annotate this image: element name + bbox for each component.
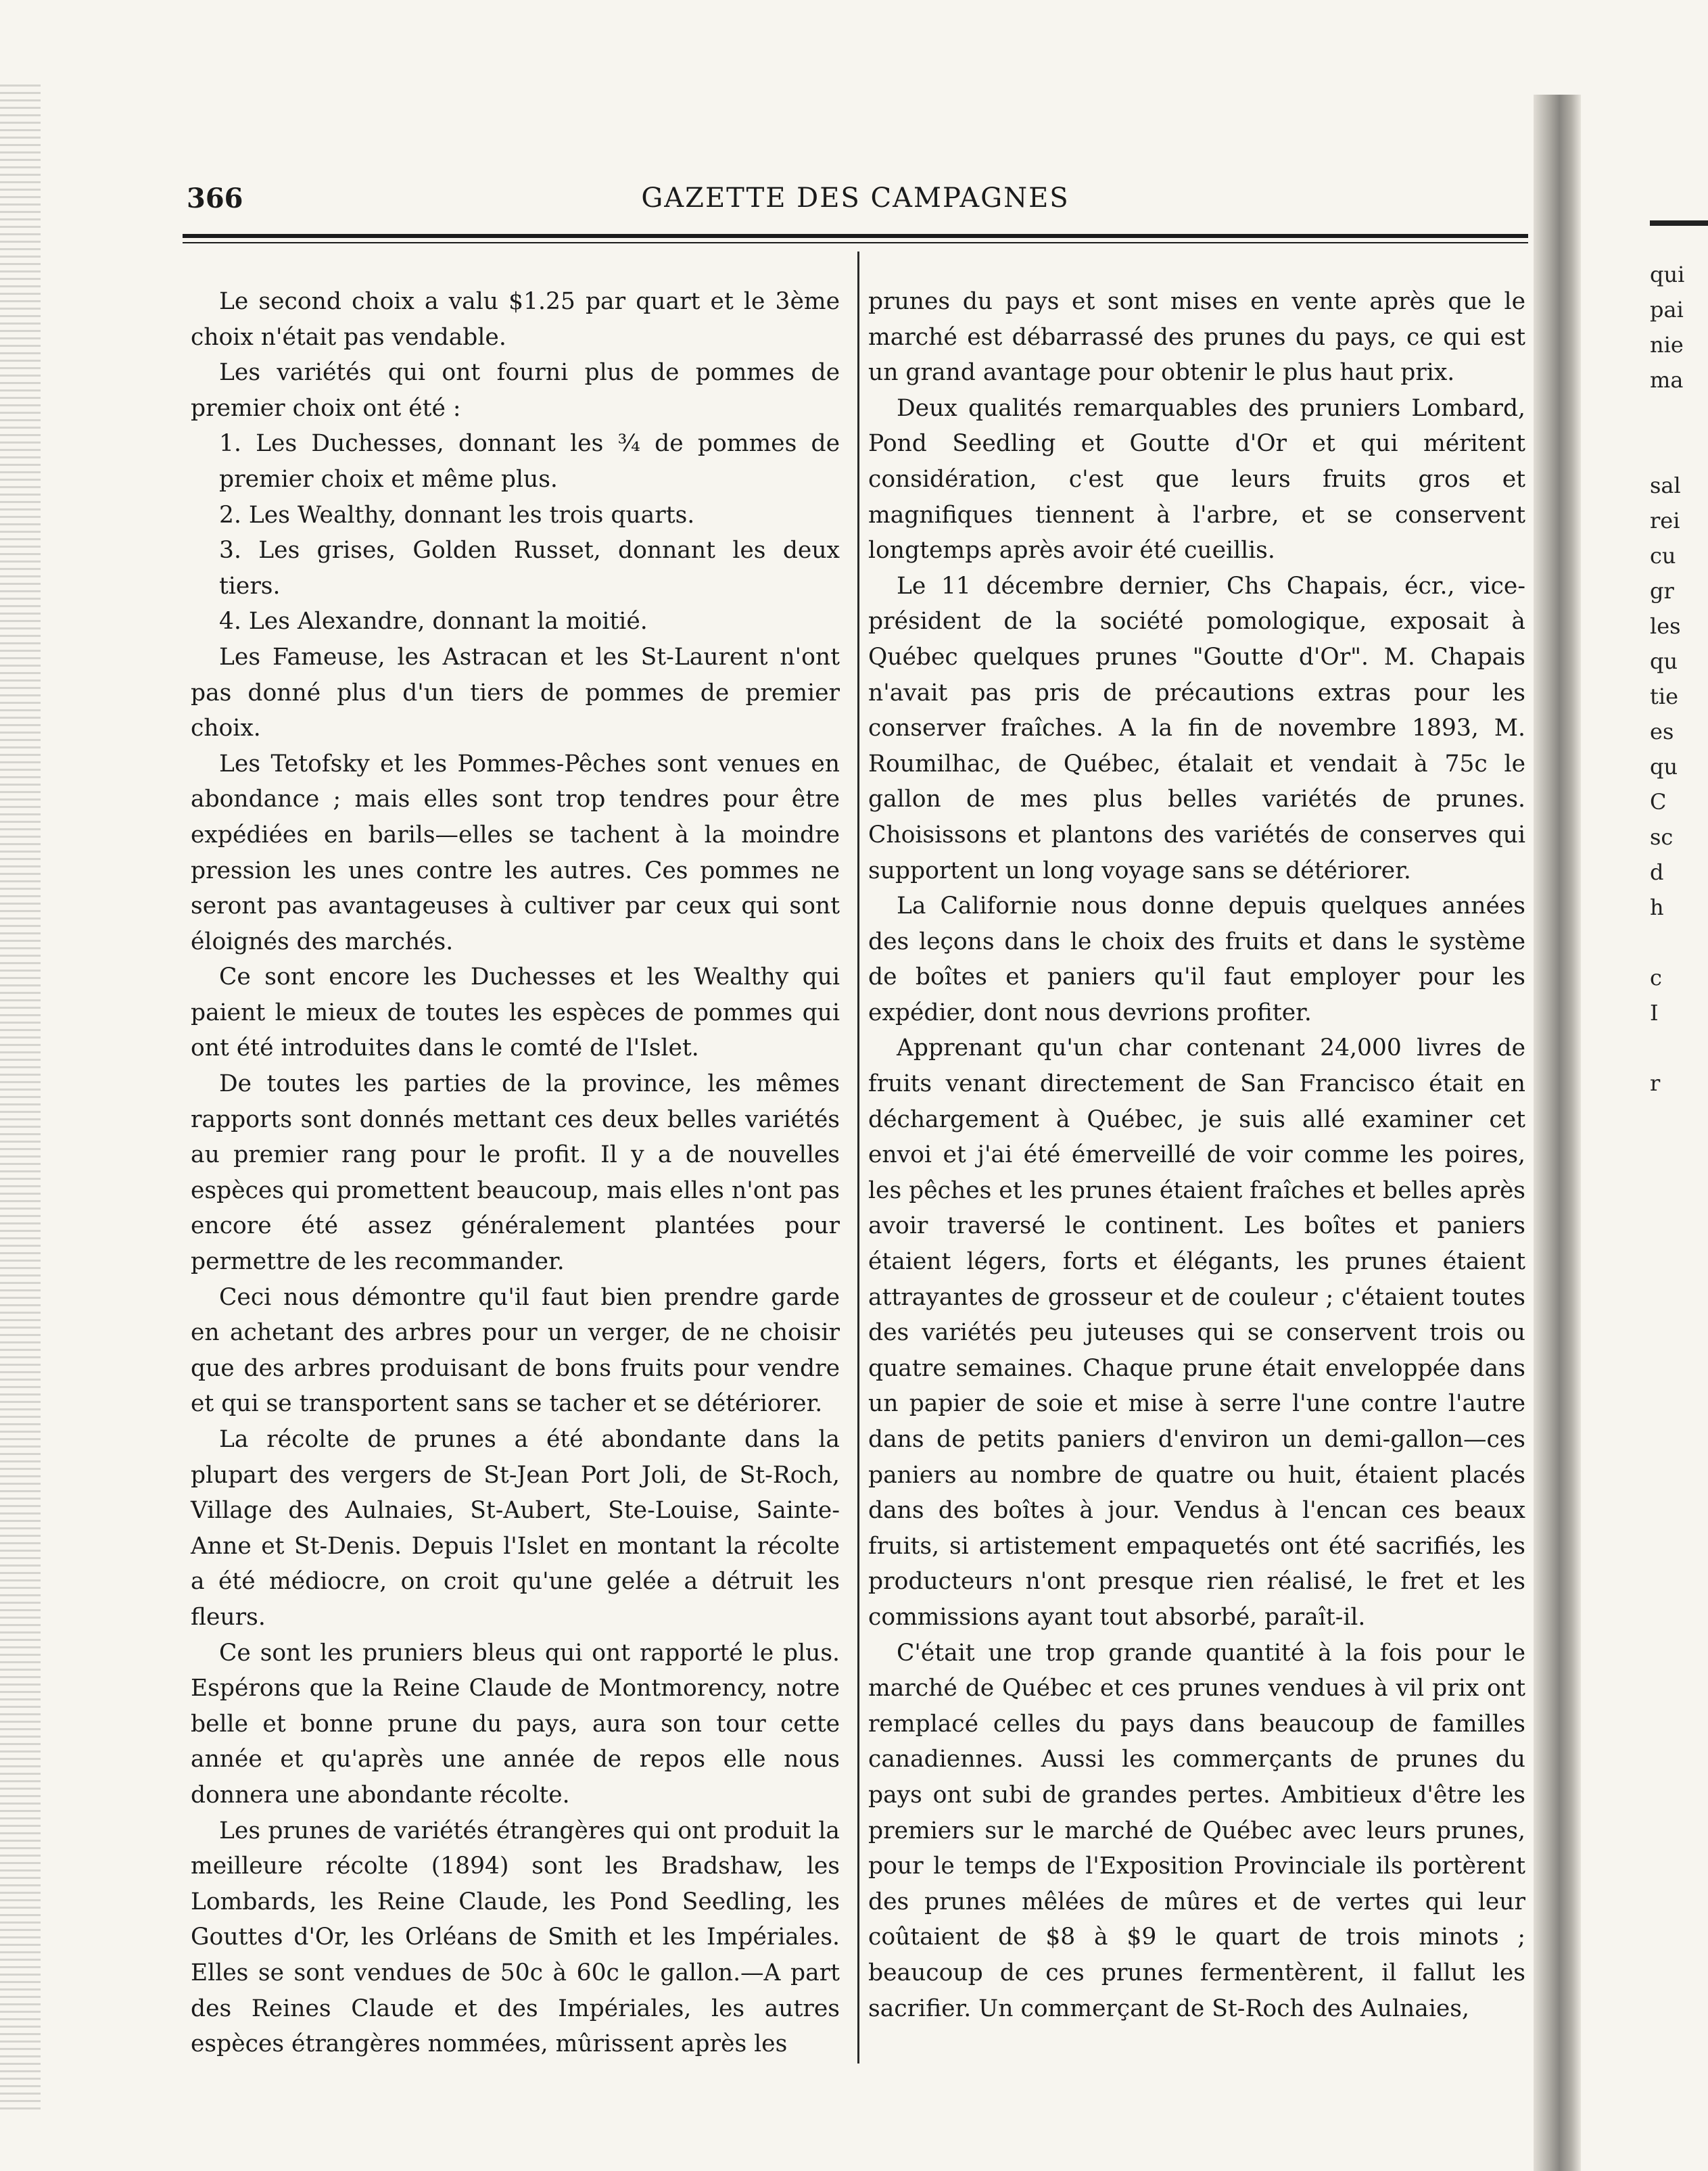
- fragment-line: r: [1650, 1070, 1661, 1096]
- fragment-line: h: [1650, 894, 1664, 920]
- paragraph: De toutes les parties de la province, les mêmes rapports sont donnés mettant ces deux belles variétés au premier rang pour le profit. Il y a de nouvelles espèces qui promettent beaucoup, mais elles n'ont pas encore été assez généralement plantées pour permettre de les recommander.: [191, 1070, 840, 1276]
- fragment-line: c: [1650, 965, 1662, 991]
- paragraph: Ce sont les pruniers bleus qui ont rapporté le plus. Espérons que la Reine Claude de Montmorency, notre belle et bonne prune du pays, aura son tour cette année et qu'après une année de repos elle nous donnera une abondante récolte.: [191, 1639, 840, 1809]
- list-item: 3. Les grises, Golden Russet, donnant les deux tiers.: [219, 537, 840, 600]
- paragraph: Les variétés qui ont fourni plus de pommes de premier choix ont été :: [191, 359, 840, 422]
- paragraph: Les Tetofsky et les Pommes-Pêches sont venues en abondance ; mais elles sont trop tendres pour être expédiées en barils—elles se tachent à la moindre pression les unes contre les autres. Ces pommes ne seront pas avantageuses à cultiver par ceux qui sont éloignés des marchés.: [191, 750, 840, 955]
- paragraph: La récolte de prunes a été abondante dans la plupart des vergers de St-Jean Port Joli, de St-Roch, Village des Aulnaies, St-Aubert, Ste-Louise, Sainte-Anne et St-Denis. Depuis l'Islet en montant la récolte a été médiocre, on croit qu'une gelée a détruit les fleurs.: [191, 1426, 840, 1631]
- fragment-line: nie: [1650, 332, 1684, 358]
- header-rule: [183, 234, 1528, 238]
- header-rule-thin: [183, 242, 1528, 243]
- page-number: 366: [187, 183, 243, 214]
- paragraph: Ce sont encore les Duchesses et les Wealthy qui paient le mieux de toutes les espèces de pommes qui ont été introduites dans le comté de l'Islet.: [191, 963, 840, 1062]
- book-spine-shadow: [1534, 95, 1581, 2171]
- left-column: [191, 284, 840, 2062]
- fragment-line: cu: [1650, 543, 1676, 569]
- right-column: [868, 284, 1525, 2026]
- fragment-line: gr: [1650, 578, 1674, 604]
- fragment-line: d: [1650, 859, 1664, 885]
- paragraph: prunes du pays et sont mises en vente après que le marché est débarrassé des prunes du pays, ce qui est un grand avantage pour obtenir le plus haut prix.: [868, 288, 1525, 387]
- fragment-line: tie: [1650, 684, 1679, 709]
- adjacent-page-fragment: [1650, 257, 1708, 1101]
- column-divider: [857, 252, 859, 2063]
- paragraph: C'était une trop grande quantité à la fois pour le marché de Québec et ces prunes vendues à vil prix ont remplacé celles du pays dans beaucoup de familles canadiennes. Aussi les commerçants de prunes du pays ont subi de grandes pertes. Ambitieux d'être les premiers sur le marché de Québec avec leurs prunes, pour le temps de l'Exposition Provinciale ils portèrent des prunes mêlées de mûres et de vertes qui leur coûtaient de $8 à $9 le quart de trois minots ; beaucoup de ces prunes fermentèrent, il fallut les sacrifier. Un commerçant de St-Roch des Aulnaies,: [868, 1639, 1525, 2022]
- paragraph: Le second choix a valu $1.25 par quart et le 3ème choix n'était pas vendable.: [191, 288, 840, 351]
- fragment-line: sc: [1650, 824, 1674, 850]
- list-item: 2. Les Wealthy, donnant les trois quarts.: [219, 501, 695, 529]
- list-item: 1. Les Duchesses, donnant les ¾ de pommes de premier choix et même plus.: [219, 430, 840, 493]
- fragment-line: I: [1650, 1000, 1659, 1026]
- scan-edge-noise: [0, 81, 41, 2109]
- fragment-line: pai: [1650, 297, 1684, 323]
- paragraph: Ceci nous démontre qu'il faut bien prendre garde en achetant des arbres pour un verger, de ne choisir que des arbres produisant de bons fruits pour vendre et qui se transportent sans se tacher et se détériorer.: [191, 1283, 840, 1418]
- fragment-line: qui: [1650, 262, 1685, 287]
- page-header: [183, 183, 1528, 223]
- paragraph: Deux qualités remarquables des pruniers Lombard, Pond Seedling et Goutte d'Or et qui méritent considération, c'est que leurs fruits gros et magnifiques tiennent à l'arbre, et se conservent longtemps après avoir été cueillis.: [868, 394, 1525, 565]
- fragment-line: rei: [1650, 508, 1680, 533]
- fragment-line: es: [1650, 719, 1674, 744]
- fragment-line: ma: [1650, 367, 1684, 393]
- fragment-line: les: [1650, 613, 1681, 639]
- fragment-line: C: [1650, 789, 1667, 815]
- paragraph: Apprenant qu'un char contenant 24,000 livres de fruits venant directement de San Francisco était en déchargement à Québec, je suis allé examiner cet envoi et j'ai été émerveillé de voir comme les poires, les pêches et les prunes étaient fraîches et belles après avoir traversé le continent. Les boîtes et paniers étaient légers, forts et élégants, les prunes étaient attrayantes de grosseur et de couleur ; c'étaient toutes des variétés peu juteuses qui se conservent trois ou quatre semaines. Chaque prune était enveloppée dans un papier de soie et mise à serre l'une contre l'autre dans de petits paniers d'environ un demi-gallon—ces paniers au nombre de quatre ou huit, étaient placés dans des boîtes à jour. Vendus à l'encan ces beaux fruits, si artistement empaquetés ont été sacrifiés, les producteurs n'ont presque rien réalisé, le fret et les commissions ayant tout absorbé, paraît-il.: [868, 1034, 1525, 1631]
- paragraph: Les prunes de variétés étrangères qui ont produit la meilleure récolte (1894) sont les Bradshaw, les Lombards, les Reine Claude, les Pond Seedling, les Gouttes d'Or, les Orléans de Smith et les Impériales. Elles se sont vendues de 50c à 60c le gallon.—A part des Reines Claude et des Impériales, les autres espèces étrangères nommées, mûrissent après les: [191, 1817, 840, 2058]
- paragraph: Les Fameuse, les Astracan et les St-Laurent n'ont pas donné plus d'un tiers de pommes de premier choix.: [191, 643, 840, 742]
- fragment-line: qu: [1650, 754, 1678, 780]
- running-title: GAZETTE DES CAMPAGNES: [641, 183, 1070, 214]
- list-item: 4. Les Alexandre, donnant la moitié.: [219, 608, 648, 636]
- adjacent-page-rule: [1650, 220, 1708, 226]
- fragment-line: qu: [1650, 648, 1678, 674]
- fragment-line: sal: [1650, 473, 1681, 498]
- paragraph: La Californie nous donne depuis quelques années des leçons dans le choix des fruits et dans le système de boîtes et paniers qu'il faut employer pour les expédier, dont nous devrions profiter.: [868, 892, 1525, 1026]
- paragraph: Le 11 décembre dernier, Chs Chapais, écr., vice-président de la société pomologique, exposait à Québec quelques prunes "Goutte d'Or". M. Chapais n'avait pas pris de précautions extras pour les conserver fraîches. A la fin de novembre 1893, M. Roumilhac, de Québec, étalait et vendait à 75c le gallon de mes plus belles variétés de prunes. Choisissons et plantons des variétés de conserves qui supportent un long voyage sans se détériorer.: [868, 572, 1525, 884]
